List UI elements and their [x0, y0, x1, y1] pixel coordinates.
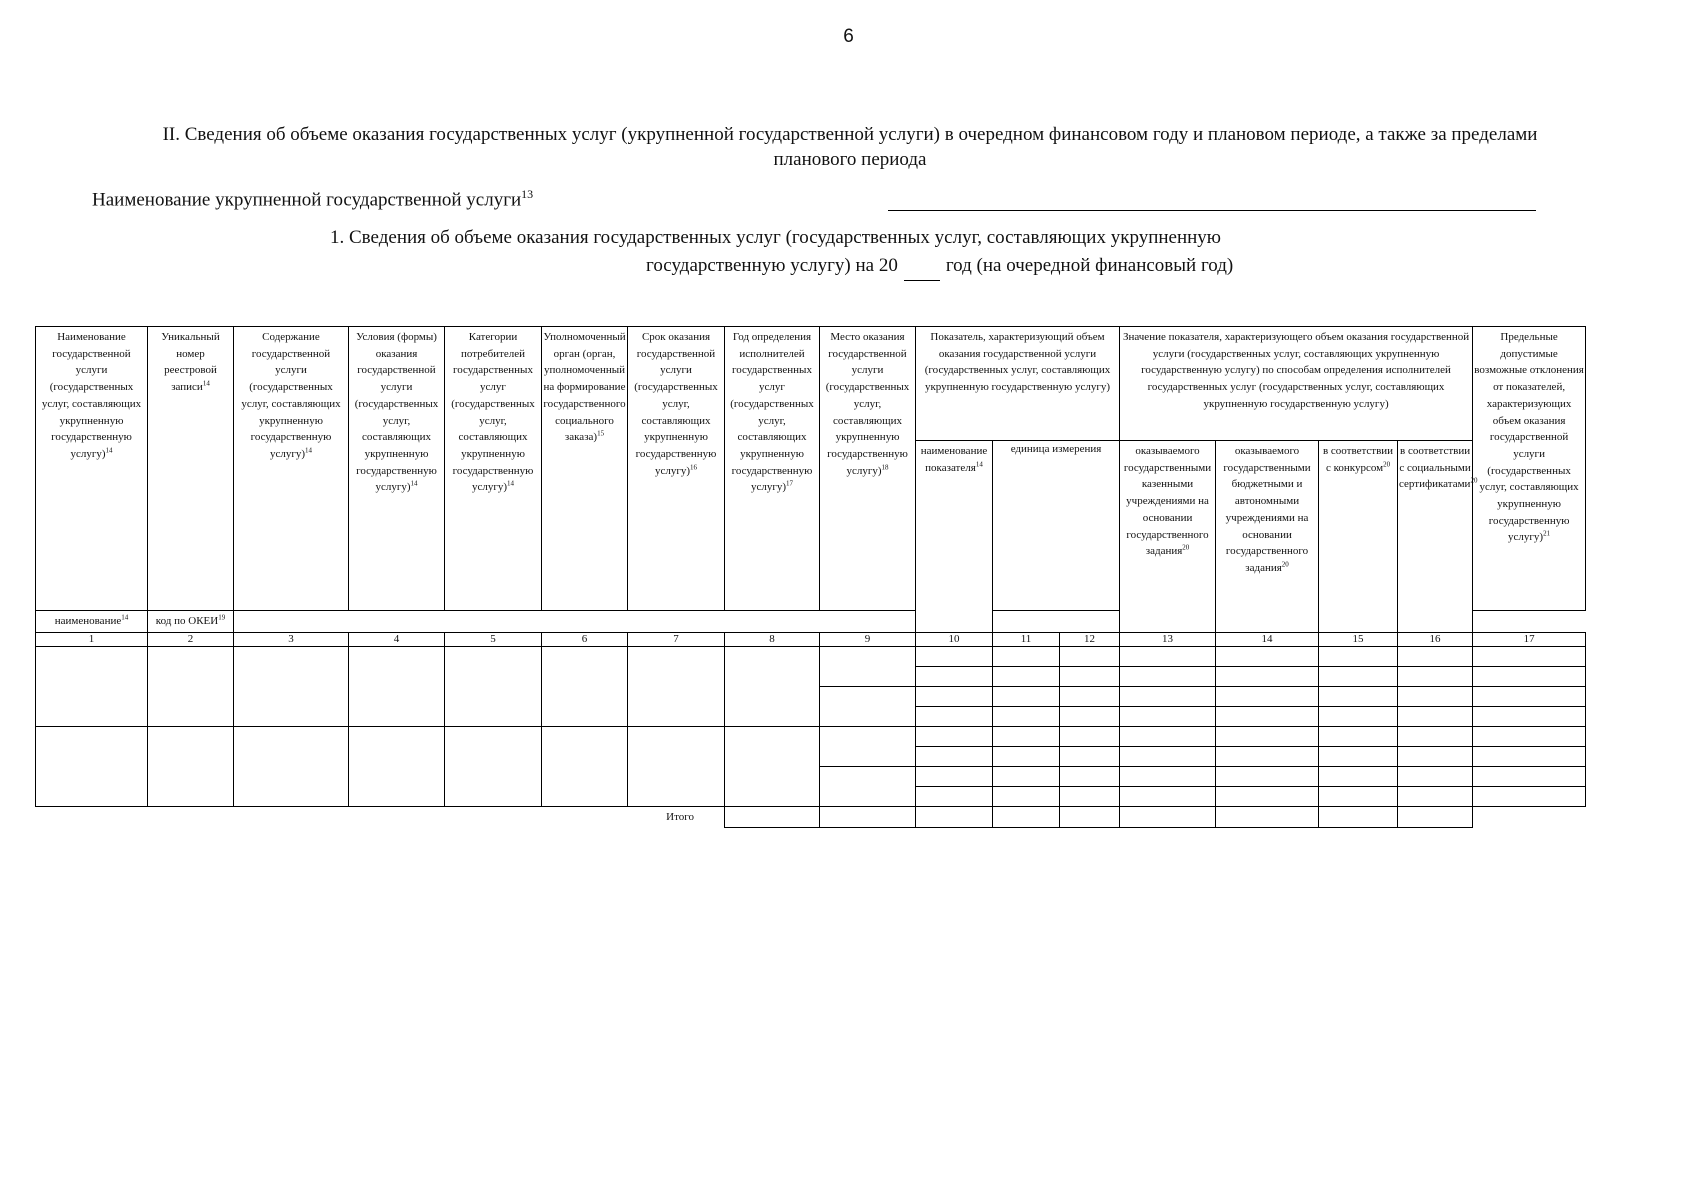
cell-value-certificates[interactable]: [1398, 686, 1473, 706]
header-state-institutions: оказываемого государственными казенными учреждениями на основании государственного задания$^{20}$: [1120, 441, 1216, 633]
cell-value-certificates[interactable]: [1398, 726, 1473, 746]
aggregate-service-text: Наименование укрупненной государственной услуги: [92, 189, 522, 211]
cell-total-empty: [1473, 806, 1586, 827]
column-number: 1: [36, 632, 148, 646]
section-title-line1: II. Сведения об объеме оказания государственных услуг (укрупненной государственной услуги) в очередном финансовом году и плановом периоде, а также за пределами: [162, 124, 1538, 145]
header-consumer-categories: Категории потребителей государственных услуг (государственных услуг, составляющих укрупненную государственную услугу)$^{14}$: [445, 327, 542, 611]
cell-value-certificates[interactable]: [1398, 766, 1473, 786]
cell-okei-code[interactable]: [1060, 646, 1120, 666]
cell-value-competition[interactable]: [1319, 766, 1398, 786]
column-number: 9: [820, 632, 916, 646]
header-unit-of-measure: единица измерения: [993, 441, 1120, 611]
cell-value-certificates[interactable]: [1398, 666, 1473, 686]
header-service-name: Наименование государственной услуги (государственных услуг, составляющих укрупненную государственную услугу)$^{14}$: [36, 327, 148, 611]
cell-service-place[interactable]: [820, 726, 916, 766]
cell-value-state[interactable]: [1120, 746, 1216, 766]
cell-authorized-body[interactable]: [542, 646, 628, 726]
cell-value-budget[interactable]: [1216, 666, 1319, 686]
cell-deviations[interactable]: [1473, 706, 1586, 726]
page-number: 6: [843, 26, 854, 47]
header-service-conditions: Условия (формы) оказания государственной услуги (государственных услуг, составляющих укрупненную государственную услугу)$^{14}$: [349, 327, 445, 611]
column-number: 15: [1319, 632, 1398, 646]
header-indicator-name: наименование показателя$^{14}$: [916, 441, 993, 633]
section-title-line2: планового периода: [773, 149, 927, 170]
cell-indicator-name[interactable]: [916, 726, 993, 746]
cell-consumer-categories[interactable]: [445, 646, 542, 726]
cell-okei-code[interactable]: [1060, 766, 1120, 786]
cell-value-certificates[interactable]: [1398, 786, 1473, 806]
cell-value-certificates[interactable]: [1398, 706, 1473, 726]
column-number: 14: [1216, 632, 1319, 646]
subsection-title-line1: 1. Сведения об объеме оказания государственных услуг (государственных услуг, составляющих укрупненную: [330, 227, 1221, 248]
cell-value-competition[interactable]: [1319, 746, 1398, 766]
cell-value-state[interactable]: [1120, 706, 1216, 726]
cell-indicator-name[interactable]: [916, 746, 993, 766]
cell-total-year[interactable]: [725, 806, 820, 827]
cell-service-name[interactable]: [36, 726, 148, 806]
column-number: 16: [1398, 632, 1473, 646]
cell-value-budget[interactable]: [1216, 746, 1319, 766]
cell-value-state[interactable]: [1120, 726, 1216, 746]
column-number: 7: [628, 632, 725, 646]
cell-okei-code[interactable]: [1060, 786, 1120, 806]
cell-okei-code[interactable]: [1060, 706, 1120, 726]
cell-total-okei[interactable]: [1060, 806, 1120, 827]
cell-service-place[interactable]: [820, 766, 916, 806]
total-row: [36, 806, 1586, 827]
cell-indicator-name[interactable]: [916, 706, 993, 726]
cell-value-competition[interactable]: [1319, 726, 1398, 746]
cell-total-place[interactable]: [820, 806, 916, 827]
cell-unit-name[interactable]: [993, 666, 1060, 686]
subsection-title-line2: [330, 252, 1390, 281]
cell-unit-name[interactable]: [993, 706, 1060, 726]
cell-service-conditions[interactable]: [349, 646, 445, 726]
cell-deviations[interactable]: [1473, 726, 1586, 746]
cell-service-conditions[interactable]: [349, 726, 445, 806]
cell-service-content[interactable]: [234, 646, 349, 726]
cell-service-place[interactable]: [820, 646, 916, 686]
cell-indicator-name[interactable]: [916, 666, 993, 686]
cell-value-budget[interactable]: [1216, 686, 1319, 706]
cell-value-competition[interactable]: [1319, 666, 1398, 686]
column-number: 13: [1120, 632, 1216, 646]
column-number: 12: [1060, 632, 1120, 646]
cell-consumer-categories[interactable]: [445, 726, 542, 806]
cell-total-competition[interactable]: [1319, 806, 1398, 827]
header-unit-name: наименование$^{14}$: [36, 611, 148, 633]
cell-unit-name[interactable]: [993, 646, 1060, 666]
cell-registry-number[interactable]: [148, 646, 234, 726]
subtitle-year-prefix: государственную услугу) на 20: [646, 255, 898, 276]
footnote-ref: 13: [521, 187, 534, 201]
cell-unit-name[interactable]: [993, 686, 1060, 706]
cell-contractor-year[interactable]: [725, 726, 820, 806]
cell-deviations[interactable]: [1473, 786, 1586, 806]
column-number: 2: [148, 632, 234, 646]
cell-deviations[interactable]: [1473, 666, 1586, 686]
header-budget-institutions: оказываемого государственными бюджетными и автономными учреждениями на основании государственного задания$^{20}$: [1216, 441, 1319, 633]
section-title: [50, 122, 1650, 172]
header-by-competition: в соответствии с конкурсом$^{20}$: [1319, 441, 1398, 633]
cell-service-name[interactable]: [36, 646, 148, 726]
cell-value-budget[interactable]: [1216, 646, 1319, 666]
cell-indicator-name[interactable]: [916, 766, 993, 786]
cell-registry-number[interactable]: [148, 726, 234, 806]
table-row: [36, 646, 1586, 666]
column-number: 8: [725, 632, 820, 646]
cell-value-budget[interactable]: [1216, 706, 1319, 726]
cell-value-budget[interactable]: [1216, 726, 1319, 746]
cell-value-certificates[interactable]: [1398, 646, 1473, 666]
cell-value-competition[interactable]: [1319, 686, 1398, 706]
cell-indicator-name[interactable]: [916, 786, 993, 806]
header-service-place: Место оказания государственной услуги (государственных услуг, составляющих укрупненную государственную услугу)$^{18}$: [820, 327, 916, 611]
header-service-term: Срок оказания государственной услуги (государственных услуг, составляющих укрупненную государственную услугу)$^{16}$: [628, 327, 725, 611]
header-allowed-deviations: Предельные допустимые возможные отклонения от показателей, характеризующих объем оказания государственной услуги (государственных услуг, составляющих укрупненную государственную услугу)$^{21}$: [1473, 327, 1586, 611]
cell-value-budget[interactable]: [1216, 786, 1319, 806]
cell-value-state[interactable]: [1120, 766, 1216, 786]
column-numbers-row: [36, 632, 1586, 646]
cell-service-content[interactable]: [234, 726, 349, 806]
cell-service-term[interactable]: [628, 726, 725, 806]
cell-contractor-year[interactable]: [725, 646, 820, 726]
header-by-social-certificates: в соответствии с социальными сертификатами$^{20}$: [1398, 441, 1473, 633]
header-volume-indicator: Показатель, характеризующий объем оказания государственной услуги (государственных услуг, составляющих укрупненную государственную услугу): [916, 327, 1120, 441]
cell-authorized-body[interactable]: [542, 726, 628, 806]
table-row: [36, 726, 1586, 746]
cell-deviations[interactable]: [1473, 686, 1586, 706]
cell-total-indicator[interactable]: [916, 806, 993, 827]
column-number: 11: [993, 632, 1060, 646]
cell-value-certificates[interactable]: [1398, 746, 1473, 766]
cell-service-term[interactable]: [628, 646, 725, 726]
cell-indicator-name[interactable]: [916, 686, 993, 706]
header-authorized-body: Уполномоченный орган (орган, уполномоченный на формирование государственного социального заказа)$^{15}$: [542, 327, 628, 611]
cell-value-competition[interactable]: [1319, 646, 1398, 666]
column-number: 3: [234, 632, 349, 646]
cell-deviations[interactable]: [1473, 746, 1586, 766]
total-label: Итого: [666, 810, 694, 823]
aggregate-service-field-line[interactable]: [888, 210, 1536, 211]
cell-value-state[interactable]: [1120, 666, 1216, 686]
cell-okei-code[interactable]: [1060, 726, 1120, 746]
subsection-title: [330, 224, 1390, 281]
cell-value-state[interactable]: [1120, 686, 1216, 706]
cell-value-competition[interactable]: [1319, 706, 1398, 726]
column-number: 4: [349, 632, 445, 646]
cell-unit-name[interactable]: [993, 766, 1060, 786]
cell-total-certificates[interactable]: [1398, 806, 1473, 827]
year-blank-field[interactable]: [904, 252, 940, 281]
cell-deviations[interactable]: [1473, 766, 1586, 786]
column-number: 5: [445, 632, 542, 646]
cell-okei-code[interactable]: [1060, 746, 1120, 766]
column-number: 10: [916, 632, 993, 646]
service-volume-table: [35, 326, 1586, 828]
cell-unit-name[interactable]: [993, 726, 1060, 746]
cell-value-budget[interactable]: [1216, 766, 1319, 786]
cell-total-budget[interactable]: [1216, 806, 1319, 827]
cell-service-place[interactable]: [820, 686, 916, 726]
header-service-content: Содержание государственной услуги (государственных услуг, составляющих укрупненную государственную услугу)$^{14}$: [234, 327, 349, 611]
cell-indicator-name[interactable]: [916, 646, 993, 666]
cell-value-state[interactable]: [1120, 786, 1216, 806]
cell-value-competition[interactable]: [1319, 786, 1398, 806]
cell-unit-name[interactable]: [993, 746, 1060, 766]
cell-total-state[interactable]: [1120, 806, 1216, 827]
header-contractor-year: Год определения исполнителей государственных услуг (государственных услуг, составляющих укрупненную государственную услугу)$^{17}$: [725, 327, 820, 611]
cell-okei-code[interactable]: [1060, 686, 1120, 706]
header-okei-code: код по ОКЕИ$^{19}$: [148, 611, 234, 633]
cell-deviations[interactable]: [1473, 646, 1586, 666]
aggregate-service-label: [92, 187, 533, 211]
cell-total-unit[interactable]: [993, 806, 1060, 827]
header-registry-number: Уникальный номер реестровой записи$^{14}$: [148, 327, 234, 611]
column-number: 17: [1473, 632, 1586, 646]
cell-unit-name[interactable]: [993, 786, 1060, 806]
cell-value-state[interactable]: [1120, 646, 1216, 666]
column-number: 6: [542, 632, 628, 646]
subtitle-year-suffix: год (на очередной финансовый год): [945, 255, 1234, 276]
cell-okei-code[interactable]: [1060, 666, 1120, 686]
header-indicator-values: Значение показателя, характеризующего объем оказания государственной услуги (государственных услуг, составляющих укрупненную государственную услугу) по способам определения исполнителей государственных услуг (государственных услуг, составляющих укрупненную государственную услугу): [1120, 327, 1473, 441]
